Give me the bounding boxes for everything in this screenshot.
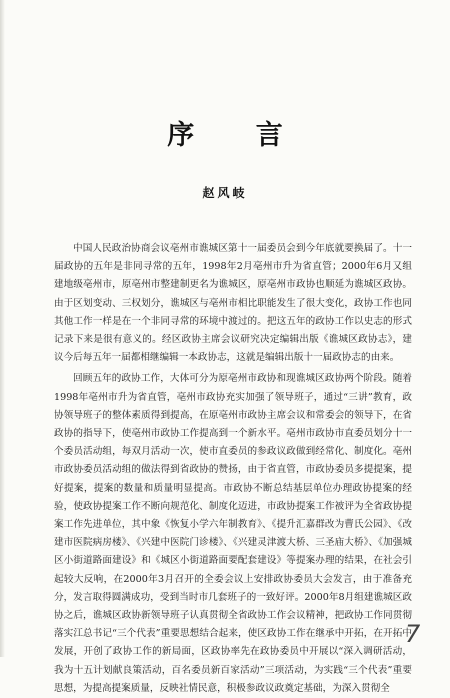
- page-title: 序 言: [167, 120, 309, 151]
- scan-edge-shadow: [0, 0, 5, 657]
- paragraph: 中国人民政治协商会议亳州市谯城区第十一届委员会到今年底就要换届了。十一届政协的五年是非同寻常的五年，1998年2月亳州市升为省直管；2000年6月又组建地级亳州市，原亳州市整建制更名为谯城区，原亳州市政协也顺延为谯城区政协。由于区划变动、三权划分，谯城区与亳州市相比职能发生了很大变化，政协工作也同其他工作一样是在一个非同寻常的环境中渡过的。把这五年的政协工作以史志的形式记录下来是很有意义的。经区政协主席会议研究决定编辑出版《谯城区政协志》，建议今后每五年一届都相继编辑一本政协志，这就是编辑出版十一届政协志的由来。: [54, 243, 412, 364]
- paragraph: 回顾五年的政协工作，大体可分为原亳州市政协和现谯城区政协两个阶段。随着1998年亳州市升为省直管，亳州市政协充实加强了领导班子，通过“三讲”教育，政协领导班子的整体素质得到提高，在原亳州市政协主席会议和常委会的领导下，在省政协的指导下，使亳州市政协工作提高到一个新水平。亳州市政协市直委员划分十一个委员活动组，每双月活动一次，使市直委员的参政议政做到经常化、制度化。亳州市政协委员活动组的做法得到省政协的赞扬，由于省直管，市政协委员多提提案，提好提案，提案的数量和质量明显提高。市政协不断总结基层单位办理政协提案的经验，使政协提案工作不断向规范化、制度化迈进，市政协提案工作被评为全省政协提案工作先进单位，其中象《恢复小学六年制教育》、《提升汇嘉群改为曹氏公园》、《改建市医院病房楼》、《兴建中医院门诊楼》、《兴建灵津渡大桥、三圣庙大桥》、《加强城区小街道路面建设》和《城区小街道路面要配套建设》等提案办理的结果，在社会引起较大反响，在2000年3月召开的全委会议上安排政协委员大会发言，由于准备充分，发言取得圆满成功，受到当时市几套班子的一致好评。2000年8月组建谯城区政协之后，谯城区政协新领导班子认真贯彻全省政协工作会议精神，把政协工作同贯彻落实江总书记“三个代表”重要思想结合起来，使区政协工作在继承中开拓，在开拓中发展，开创了政协工作的新局面，区政协率先在政协委员中开展以“深入调研活动，我为十五计划献良策活动，百名委员新百家活动”三项活动，为实践“三个代表”重要思想，为提高提案质量，反映社情民意，积极参政议政奠定基础，为深入贯彻全: [54, 373, 412, 694]
- author-name: 赵风岐: [202, 186, 248, 200]
- body-text: [54, 240, 412, 698]
- handwritten-page-number: 7: [405, 620, 421, 648]
